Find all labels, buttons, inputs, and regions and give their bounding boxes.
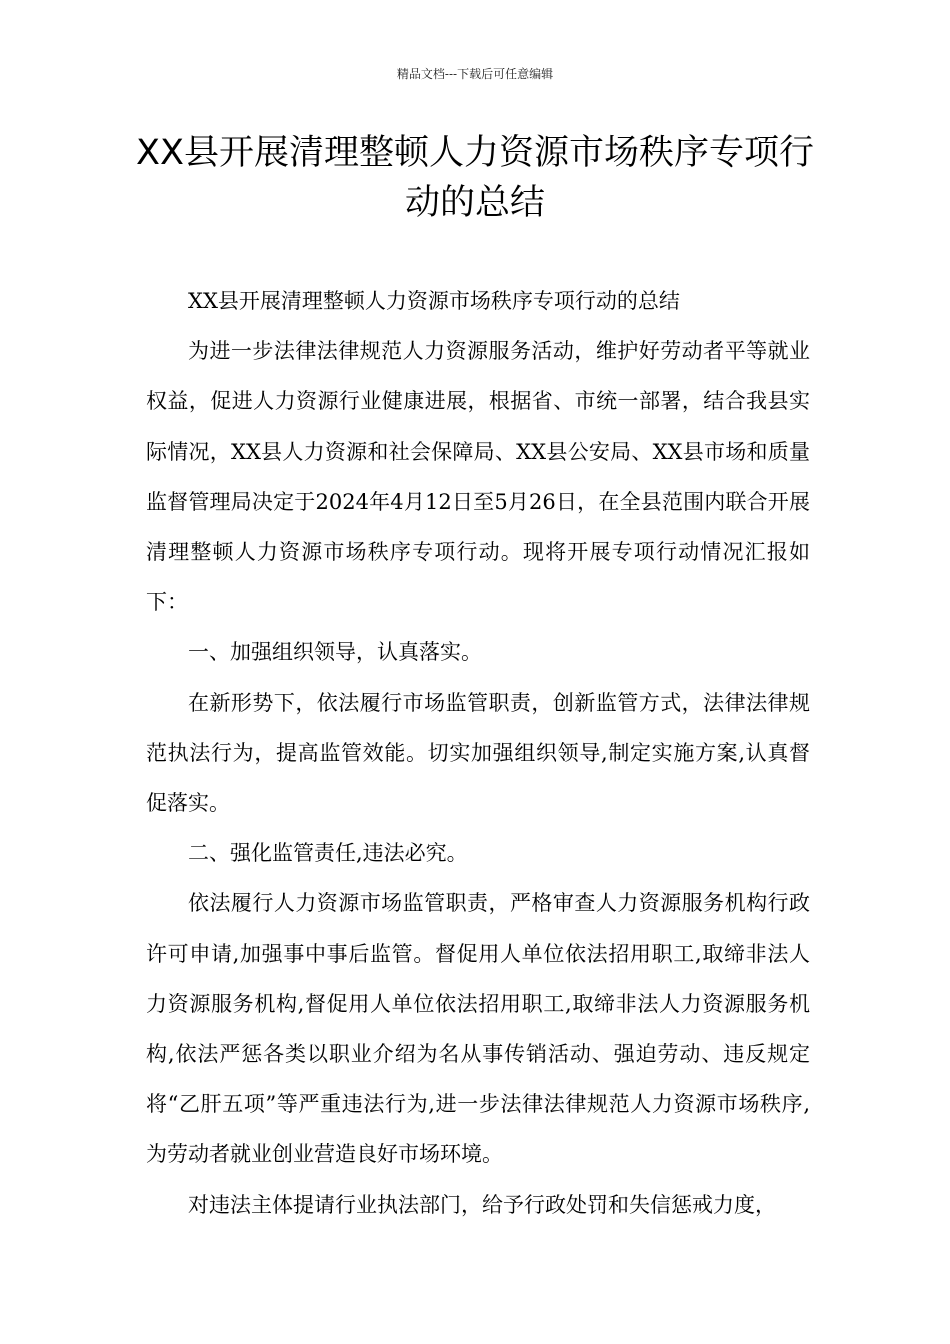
section-heading-2: 二、强化监管责任,违法必究。 (188, 841, 468, 866)
paragraph-subtitle: XX县开展清理整顿人力资源市场秩序专项行动的总结 (188, 289, 680, 313)
paragraph-intro: 为进一步法律法律规范人力资源服务活动，维护好劳动者平等就业权益，促进人力资源行业健康进展，根据省、市统一部署，结合我县实际情况，XX县人力资源和社会保障局、XX县公安局、XX县市场和质量监督管理局决定于2024年4月12日至5月26日，在全县范围内联合开展清理整顿人力资源市场秩序专项行动。现将开展专项行动情况汇报如下： (146, 339, 810, 615)
paragraph-section-2: 依法履行人力资源市场监管职责，严格审查人力资源服务机构行政许可申请,加强事中事后监管。督促用人单位依法招用职工,取缔非法人力资源服务机构,督促用人单位依法招用职工,取缔非法人力资源服务机构,依法严惩各类以职业介绍为名从事传销活动、强迫劳动、违反规定将“乙肝五项”等严重违法行为,进一步法律法律规范人力资源市场秩序,为劳动者就业创业营造良好市场环境。 (146, 891, 810, 1167)
header-note: 精品文档---下载后可任意编辑 (396, 67, 554, 81)
paragraph-section-1: 在新形势下，依法履行市场监管职责，创新监管方式，法律法律规范执法行为，提高监管效能。切实加强组织领导,制定实施方案,认真督促落实。 (146, 690, 810, 816)
paragraph-continued: 对违法主体提请行业执法部门，给予行政处罚和失信惩戒力度， (188, 1192, 776, 1217)
document-title: XX县开展清理整顿人力资源市场秩序专项行动的总结 (136, 133, 814, 223)
section-heading-1: 一、加强组织领导，认真落实。 (188, 640, 482, 665)
document-body (146, 276, 810, 1230)
